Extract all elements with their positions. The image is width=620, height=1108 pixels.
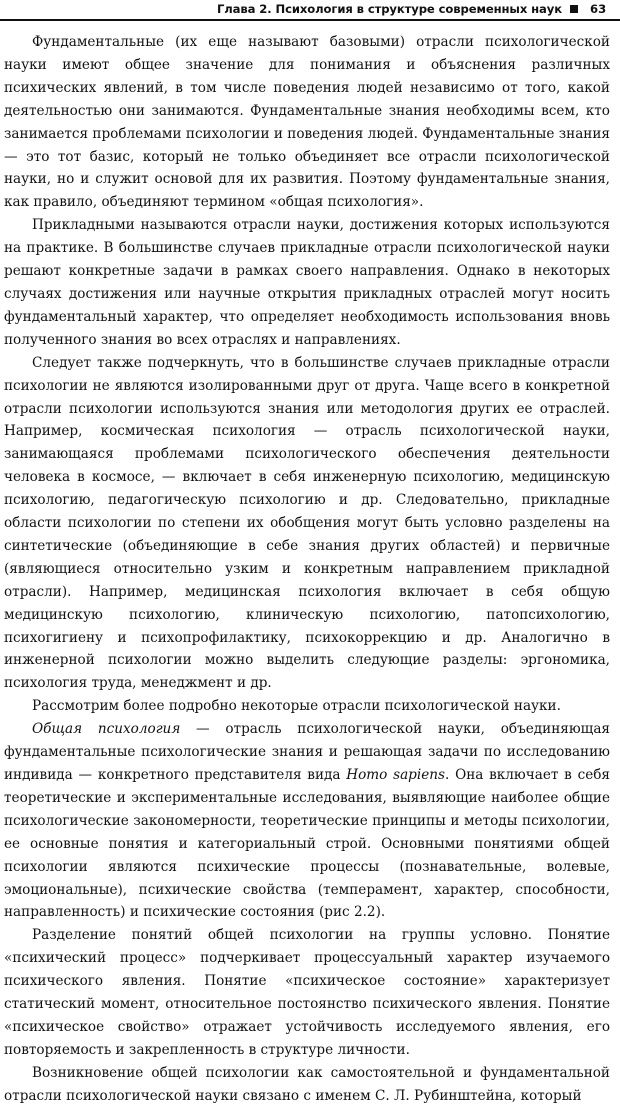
header-square-icon (570, 5, 578, 13)
header-rule (0, 19, 620, 21)
paragraph: Возникновение общей психологии как самостоятельной и фундаментальной отрасли психологической науки связано с именем С. Л. Рубинштейна, который (4, 1064, 610, 1104)
chapter-title: Глава 2. Психология в структуре современных наук (217, 2, 562, 16)
paragraph: Разделение понятий общей психологии на группы условно. Понятие «психический процесс» подчеркивает процессуальный характер изучаемого психического явления. Понятие «психическое состояние» характеризует статический момент, относительное постоянство психического явления. Понятие «психическое свойство» отражает устойчивость исследуемого явления, его повторяемость и закрепленность в структуре личности. (4, 927, 610, 1058)
paragraph (4, 718, 610, 924)
paragraph-text: — отрасль психологической науки, объединяющая фундаментальные психологические знания и решающая задачи по исследованию индивида — конкретного представителя вида (4, 721, 610, 783)
paragraph: Фундаментальные (их еще называют базовыми) отрасли психологической науки имеют общее значение для понимания и объяснения различных психических явлений, в том числе поведения людей независимо от того, какой деятельностью они занимаются. Фундаментальные знания необходимы всем, кто занимается проблемами психологии и поведения людей. Фундаментальные знания — это тот базис, который не только объединяет все отрасли психологической науки, но и служит основой для их развития. Поэтому фундаментальные знания, как правило, объединяют термином «общая психология». (4, 34, 610, 211)
paragraph-text: . Она включает в себя теоретические и экспериментальные исследования, выявляющие наиболее общие психологические закономерности, теоретические принципы и методы психологии, ее основные понятия и категориальный строй. Основными понятиями общей психологии являются психические процессы (познавательные, волевые, эмоциональные), психические свойства (темперамент, характер, способности, направленность) и психические состояния (рис 2.2). (4, 767, 610, 921)
paragraph: Рассмотрим более подробно некоторые отрасли психологической науки. (32, 698, 561, 715)
species-name: Homo sapiens (346, 767, 446, 783)
page-number: 63 (590, 2, 607, 16)
paragraph: Прикладными называются отрасли науки, достижения которых используются на практике. В большинстве случаев прикладные отрасли психологической науки решают конкретные задачи в рамках своего направления. Однако в некоторых случаях достижения или научные открытия прикладных отраслей могут носить фундаментальный характер, что определяет необходимость использования вновь полученного знания во всех отраслях и направлениях. (4, 217, 610, 348)
body-text (4, 31, 610, 1108)
running-header (0, 0, 620, 18)
paragraph: Следует также подчеркнуть, что в большинстве случаев прикладные отрасли психологии не являются изолированными друг от друга. Чаще всего в конкретной отрасли психологии используются знания или методология других ее отраслей. Например, космическая психология — отрасль психологической науки, занимающаяся проблемами психологического обеспечения деятельности человека в космосе, — включает в себя инженерную психологию, медицинскую психологию, педагогическую психологию и др. Следовательно, прикладные области психологии по степени их обобщения могут быть условно разделены на синтетические (объединяющие в себе знания других областей) и первичные (являющиеся относительно узким и конкретным направлением прикладной отрасли). Например, медицинская психология включает в себя общую медицинскую психологию, клиническую психологию, патопсихологию, психогигиену и психопрофилактику, психокоррекцию и др. Аналогично в инженерной психологии можно выделить следующие разделы: эргономика, психология труда, менеджмент и др. (4, 354, 610, 692)
term-general-psychology: Общая психология (32, 721, 181, 738)
